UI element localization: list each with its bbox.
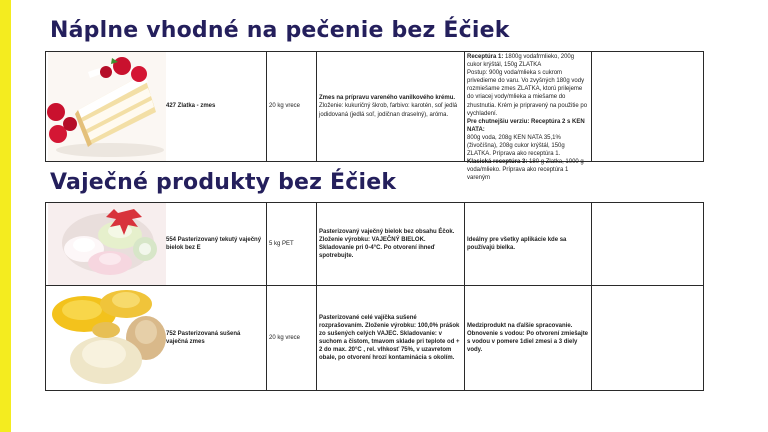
description-lead: Zmes na prípravu vareného vanilkového krému. <box>319 95 456 102</box>
product-image-cell <box>46 52 164 162</box>
egg-products-table <box>45 202 704 391</box>
product-pack: 20 kg vrece <box>267 286 317 391</box>
product-description: Pasterizovaný vaječný bielok bez obsahu Éčok. Zloženie výrobku: VAJEČNÝ BIELOK. Skladovanie pri 0-4°C. Po otvorení ihneď spotrebujte. <box>317 203 465 286</box>
product-description <box>317 52 465 162</box>
product-pack: 5 kg PET <box>267 203 317 286</box>
description-text: Zloženie: kukuričný škrob, farbivo: karotén, soľ jedlá jodidovaná (jedlá soľ, jodičnan draselný), aróma. <box>319 103 458 118</box>
product-name: 752 Pasterizovaná sušená vaječná zmes <box>164 286 267 391</box>
recipe-1-title: Receptúra 1: <box>467 54 504 60</box>
recipe-1-text: 1800g vodafrmlieko, 200g cukor krýštál, 150g ZLATKA <box>467 54 575 69</box>
meringue-cookies-photo <box>48 203 166 285</box>
product-usage: Medziprodukt na ďalšie spracovanie. Obnovenie s vodou: Po otvorení zmiešajte s vodou v pomere 1diel zmesi a 3 diely vody. <box>465 286 592 391</box>
product-name: 554 Pasterizovaný tekutý vaječný bielok bez E <box>164 203 267 286</box>
cream-cake-slice-with-raspberries-photo <box>48 52 166 161</box>
section-heading-egg-products: Vaječné produkty bez Éčiek <box>50 170 397 195</box>
section-heading-fillings: Náplne vhodné na pečenie bez Éčiek <box>50 18 510 43</box>
product-description: Pasterizované celé vajíčka sušené rozprašovaním. Zloženie výrobku: 100,0% prášok zo sušených celých VAJEC. Skladovanie: v suchom a čistom, tmavom sklade pri teplote od + 2 do max. 20°C , rel. vlhkosť 75%, v uzavretom obale, po otvorení hrozí kontaminácia s okolím. <box>317 286 465 391</box>
table-row <box>46 286 704 391</box>
recipe-2-text: 800g voda, 208g KEN NATA 35,1% (živočíšna), 208g cukor krýštál, 150g ZLATKA. Príprava ako receptúra 1. <box>467 134 565 158</box>
product-name: 427 Zlatka - zmes <box>164 52 267 162</box>
product-pack: 20 kg vrece <box>267 52 317 162</box>
recipe-3-text: 180 g Zlatka, 1000 g voda/mlieko. Príprava ako receptúra 1 vareným <box>467 159 584 182</box>
fillings-table <box>45 51 704 182</box>
table-row <box>46 203 704 286</box>
table-row <box>46 52 704 162</box>
empty-cell <box>592 286 704 391</box>
recipe-2-title: Pre chutnejšiu verziu: Receptúra 2 s KEN NATA: <box>467 118 585 133</box>
egg-powder-piles-photo <box>48 286 166 390</box>
product-recipe <box>465 52 592 182</box>
recipe-3-title: Klasická receptúra 3: <box>467 159 528 166</box>
product-usage <box>592 52 704 162</box>
yellow-accent-bar <box>0 0 11 432</box>
empty-cell <box>592 203 704 286</box>
product-image-cell <box>46 286 164 391</box>
product-usage: Ideálny pre všetky aplikácie kde sa používajú bielka. <box>465 203 592 286</box>
product-image-cell <box>46 203 164 286</box>
recipe-1-method: Postup: 900g voda/mlieka s cukrom privedieme do varu. Vo zvyšných 180g vody rozmiešame zmes ZLATKA, ktorú prilejeme do vriacej vody/mlieka a miešame do zhustnutia. Krém je pripravený na použitie po vychladení. <box>467 70 588 117</box>
